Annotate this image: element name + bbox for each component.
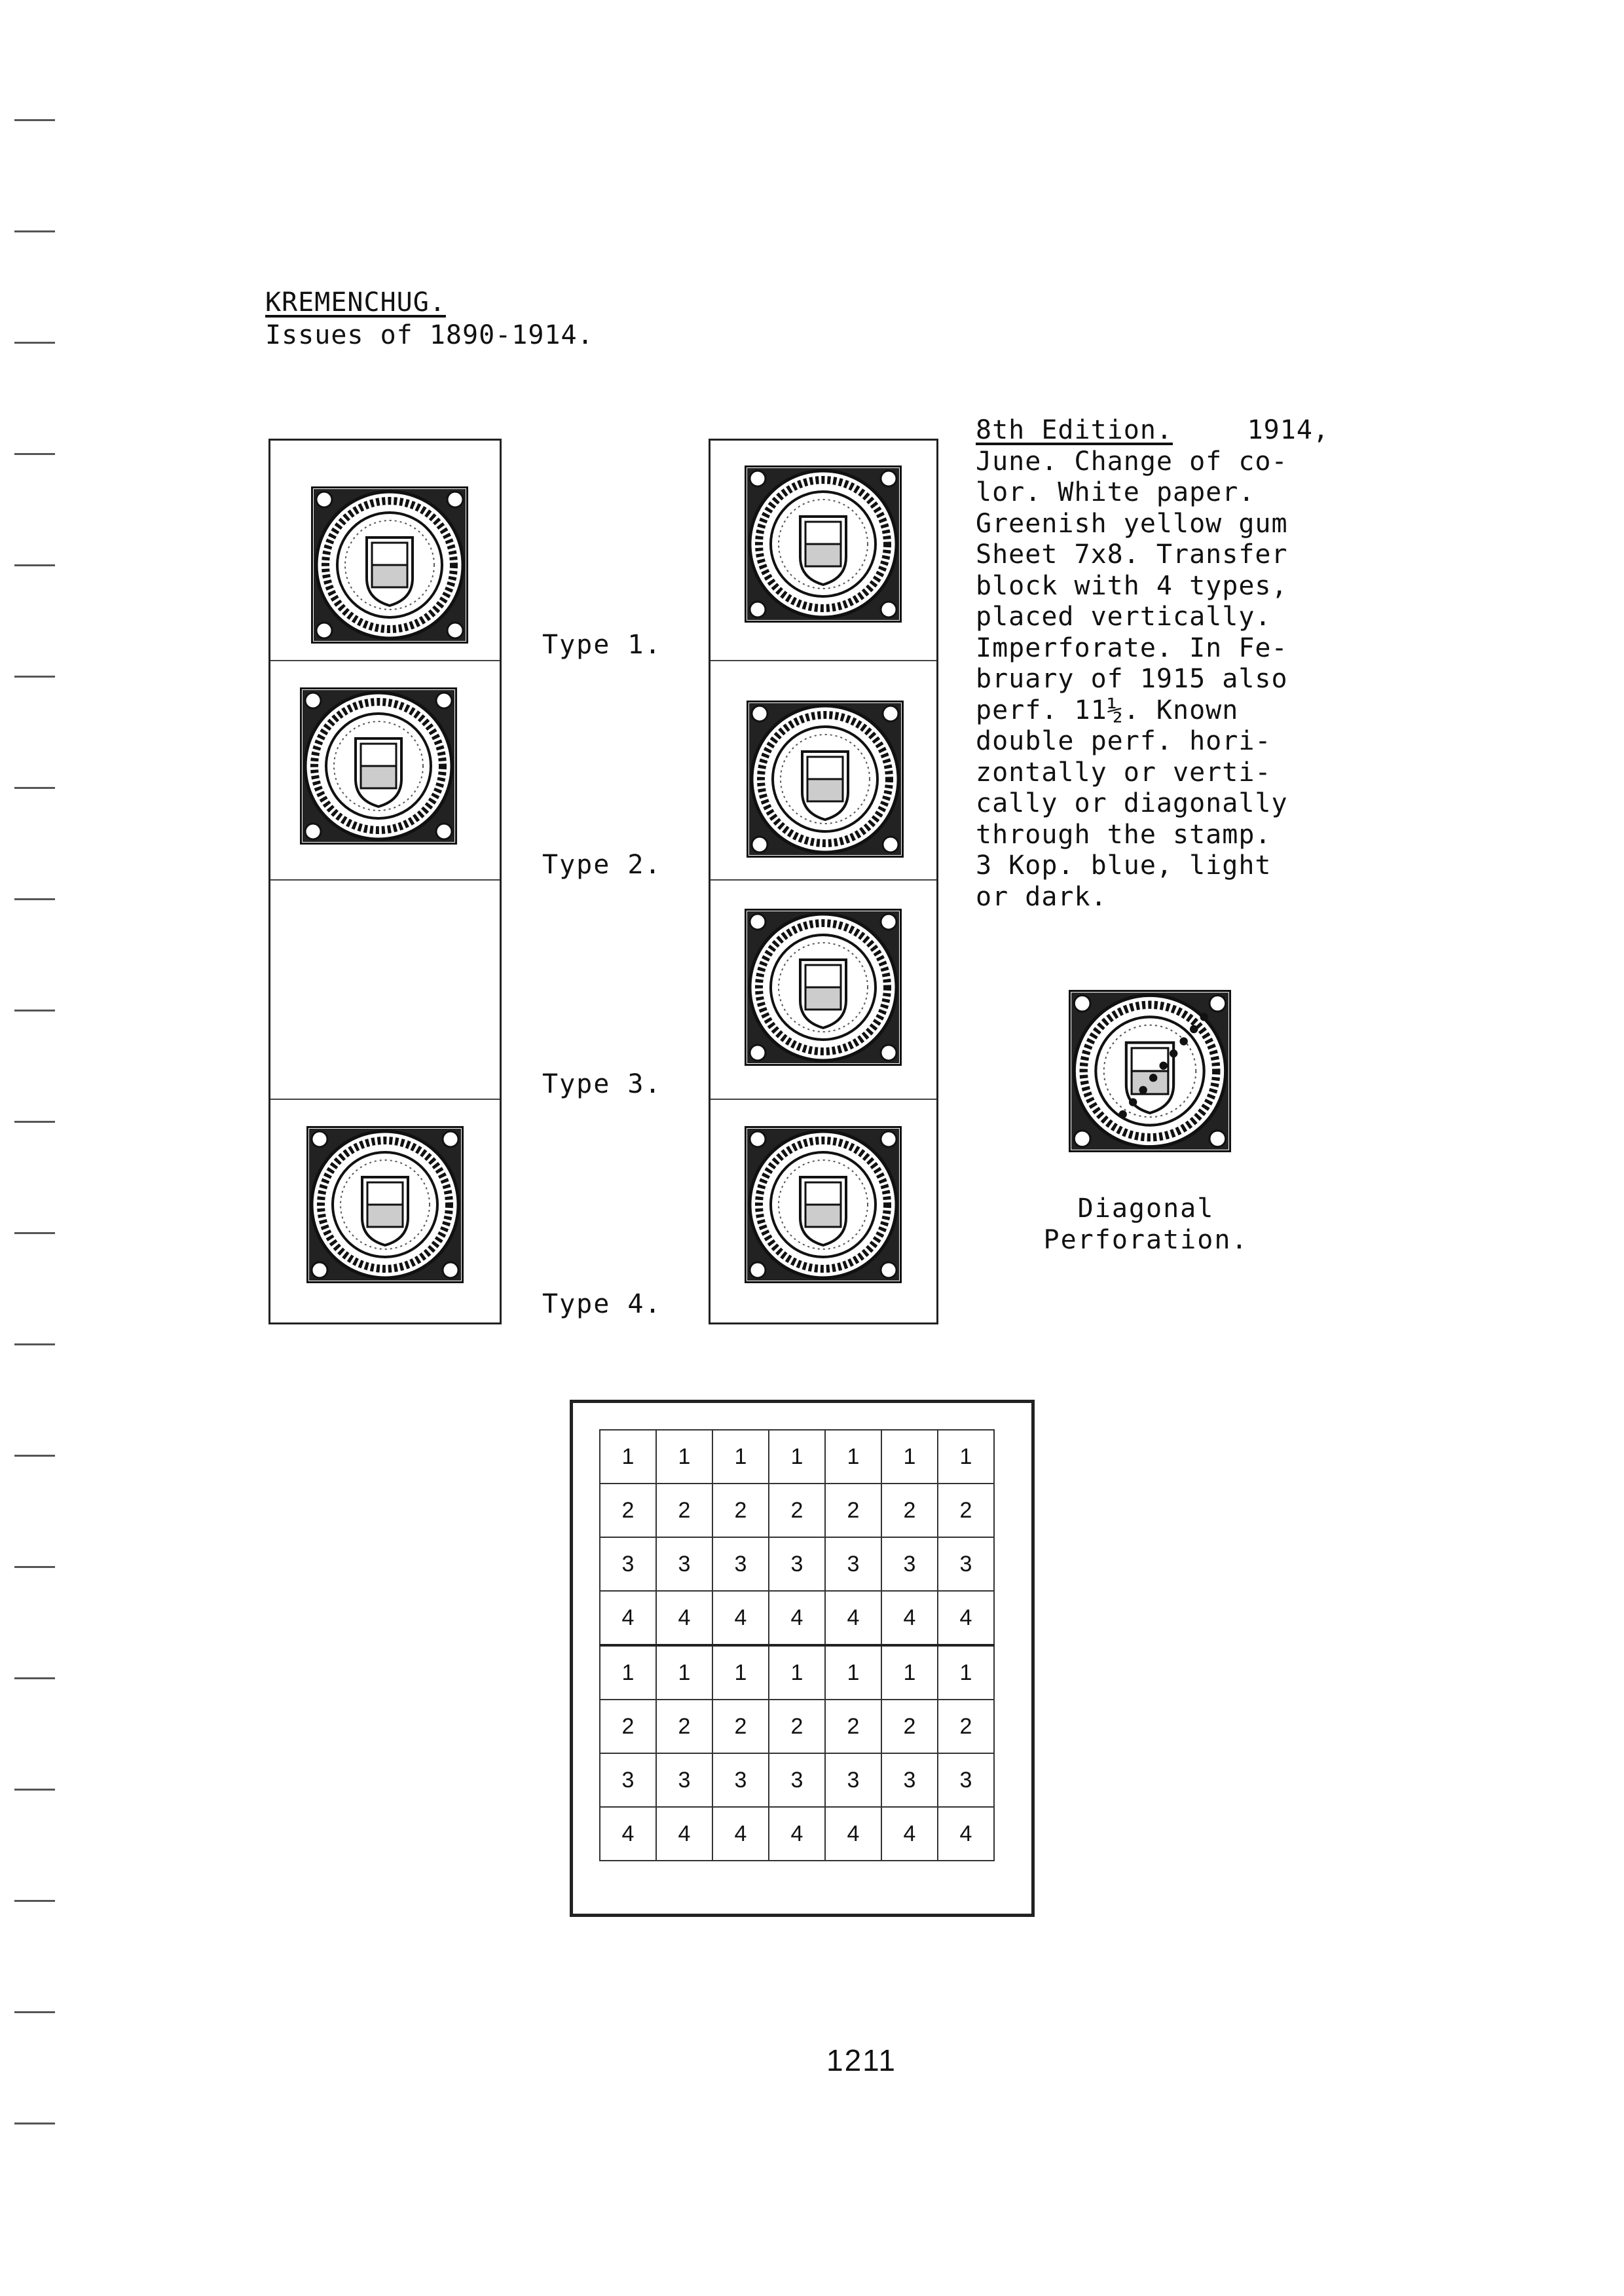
description-line: zontally or verti- (976, 757, 1272, 788)
grid-cell: 1 (769, 1645, 825, 1700)
grid-cell: 4 (656, 1591, 712, 1645)
binder-mark (14, 1566, 55, 1568)
grid-cell: 3 (769, 1753, 825, 1807)
grid-cell: 1 (712, 1645, 769, 1700)
stamp-type-4-image (306, 1126, 464, 1283)
block-type-4-cell (710, 1099, 936, 1321)
description-line: through the stamp. (976, 819, 1272, 850)
description-line (976, 415, 1329, 446)
grid-cell: 2 (825, 1700, 881, 1753)
description-line: Imperforate. In Fe- (976, 632, 1288, 663)
grid-cell: 4 (938, 1807, 994, 1861)
description-text: 1914, (1247, 415, 1329, 445)
grid-row (600, 1591, 994, 1645)
grid-cell: 3 (881, 1537, 938, 1591)
grid-cell: 2 (881, 1484, 938, 1537)
binder-mark (14, 2011, 55, 2013)
grid-row (600, 1537, 994, 1591)
grid-cell: 4 (769, 1807, 825, 1861)
grid-cell: 3 (600, 1537, 656, 1591)
block-stamp-type-4-image (745, 1126, 902, 1283)
grid-cell: 2 (600, 1700, 656, 1753)
description-line: June. Change of co- (976, 446, 1288, 477)
grid-cell: 2 (769, 1700, 825, 1753)
description-line: block with 4 types, (976, 570, 1288, 601)
binder-mark (14, 119, 55, 121)
type-4-cell (270, 1099, 500, 1321)
grid-cell: 4 (712, 1807, 769, 1861)
grid-cell: 4 (656, 1807, 712, 1861)
grid-cell: 1 (656, 1430, 712, 1484)
grid-cell: 1 (938, 1645, 994, 1700)
sheet-grid-table (599, 1429, 995, 1861)
edition-label: 8th Edition. (976, 415, 1173, 445)
perforation-caption (1022, 1193, 1270, 1256)
grid-cell: 2 (600, 1484, 656, 1537)
grid-cell: 2 (938, 1484, 994, 1537)
grid-cell: 1 (600, 1645, 656, 1700)
grid-cell: 1 (825, 1430, 881, 1484)
block-type-2-cell (710, 660, 936, 881)
grid-cell: 1 (769, 1430, 825, 1484)
type-3-cell-empty (270, 879, 500, 1100)
grid-cell: 4 (712, 1591, 769, 1645)
grid-cell: 3 (712, 1753, 769, 1807)
grid-cell: 1 (938, 1430, 994, 1484)
grid-cell: 3 (656, 1537, 712, 1591)
grid-cell: 4 (825, 1807, 881, 1861)
block-type-3-cell (710, 879, 936, 1100)
grid-cell: 2 (825, 1484, 881, 1537)
page-title: KREMENCHUG. (265, 287, 446, 318)
grid-row (600, 1484, 994, 1537)
description-line: double perf. hori- (976, 726, 1272, 756)
type-label-3: Type 3. (542, 1069, 662, 1099)
page-number: 1211 (826, 2043, 896, 2077)
binder-mark (14, 1121, 55, 1123)
block-stamp-type-2-image (747, 701, 904, 858)
binder-mark (14, 1455, 55, 1457)
grid-cell: 3 (712, 1537, 769, 1591)
grid-row (600, 1645, 994, 1700)
single-types-column (268, 439, 502, 1324)
binder-mark (14, 2123, 55, 2124)
type-2-cell (270, 660, 500, 881)
binder-mark (14, 1900, 55, 1902)
grid-cell: 4 (825, 1591, 881, 1645)
grid-cell: 3 (600, 1753, 656, 1807)
caption-line: Perforation. (1043, 1225, 1249, 1255)
binder-mark (14, 453, 55, 455)
transfer-block-column (709, 439, 938, 1324)
grid-cell: 3 (825, 1753, 881, 1807)
grid-cell: 3 (825, 1537, 881, 1591)
type-label-2: Type 2. (542, 850, 662, 880)
grid-cell: 1 (825, 1645, 881, 1700)
description-line: cally or diagonally (976, 788, 1288, 818)
grid-cell: 3 (938, 1537, 994, 1591)
description-line: Sheet 7x8. Transfer (976, 539, 1288, 570)
edition-description (976, 415, 1329, 913)
grid-cell: 4 (600, 1807, 656, 1861)
grid-cell: 2 (712, 1700, 769, 1753)
grid-cell: 2 (712, 1484, 769, 1537)
description-line: or dark. (976, 881, 1107, 912)
stamp-type-1-image (311, 486, 468, 644)
diagonal-perforation-stamp-image (1069, 990, 1231, 1152)
grid-cell: 3 (656, 1753, 712, 1807)
grid-cell: 3 (769, 1537, 825, 1591)
type-label-4: Type 4. (542, 1289, 662, 1319)
description-line: 3 Kop. blue, light (976, 850, 1272, 881)
grid-row (600, 1753, 994, 1807)
grid-row (600, 1807, 994, 1861)
grid-cell: 1 (712, 1430, 769, 1484)
block-stamp-type-1-image (745, 465, 902, 623)
binder-mark (14, 564, 55, 566)
grid-cell: 4 (881, 1807, 938, 1861)
grid-cell: 1 (881, 1645, 938, 1700)
description-line: lor. White paper. (976, 477, 1255, 507)
grid-cell: 4 (769, 1591, 825, 1645)
grid-cell: 4 (881, 1591, 938, 1645)
grid-cell: 1 (881, 1430, 938, 1484)
type-label-1: Type 1. (542, 630, 662, 660)
grid-cell: 4 (938, 1591, 994, 1645)
binder-mark (14, 787, 55, 789)
type-1-cell (270, 441, 500, 661)
description-line: perf. 11½. Known (976, 695, 1239, 725)
binder-mark (14, 342, 55, 344)
page-heading (265, 286, 594, 352)
binder-mark (14, 230, 55, 232)
block-type-1-cell (710, 441, 936, 661)
grid-cell: 2 (656, 1700, 712, 1753)
sheet-layout-diagram (570, 1400, 1035, 1917)
grid-cell: 2 (938, 1700, 994, 1753)
grid-cell: 3 (938, 1753, 994, 1807)
binder-mark (14, 1677, 55, 1679)
grid-cell: 1 (600, 1430, 656, 1484)
grid-cell: 2 (769, 1484, 825, 1537)
grid-cell: 3 (881, 1753, 938, 1807)
grid-cell: 4 (600, 1591, 656, 1645)
page-subtitle: Issues of 1890-1914. (265, 320, 594, 350)
description-line: Greenish yellow gum (976, 508, 1288, 539)
grid-row (600, 1430, 994, 1484)
binder-mark (14, 1232, 55, 1234)
description-line: placed vertically. (976, 602, 1272, 632)
binder-mark (14, 676, 55, 678)
binder-mark (14, 898, 55, 900)
grid-row (600, 1700, 994, 1753)
binder-mark (14, 1789, 55, 1791)
grid-cell: 2 (881, 1700, 938, 1753)
stamp-type-2-image (300, 687, 457, 845)
caption-line: Diagonal (1077, 1194, 1215, 1224)
block-stamp-type-3-image (745, 909, 902, 1066)
binder-mark (14, 1343, 55, 1345)
binder-mark (14, 1010, 55, 1011)
grid-cell: 1 (656, 1645, 712, 1700)
description-line: bruary of 1915 also (976, 664, 1288, 694)
grid-cell: 2 (656, 1484, 712, 1537)
